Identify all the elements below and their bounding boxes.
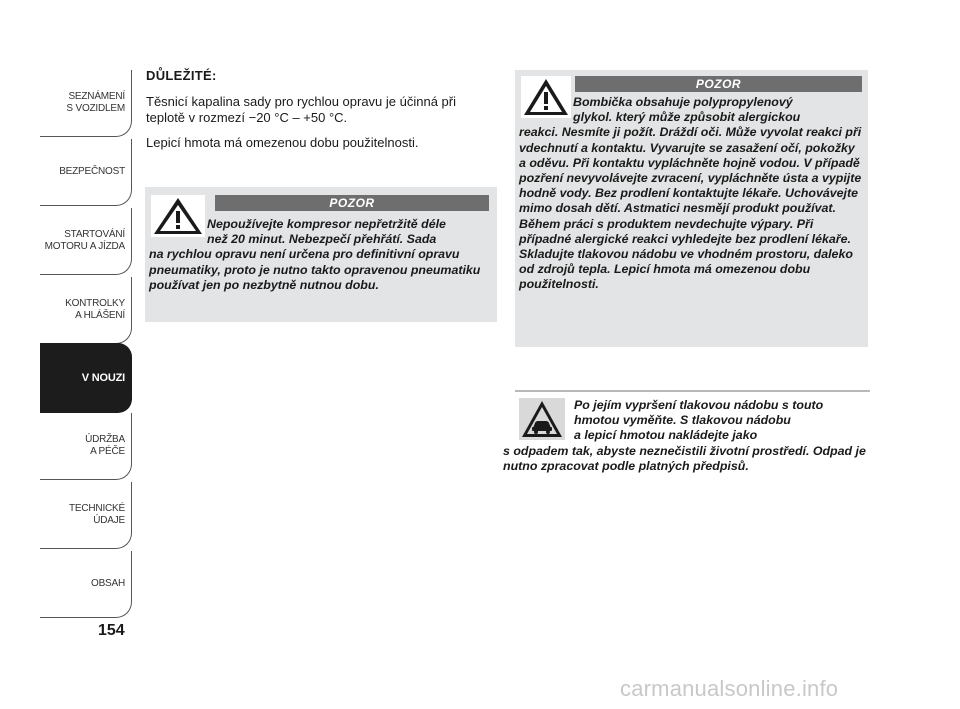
- tab-kontrolky[interactable]: [40, 277, 132, 344]
- tab-label: BEZPEČNOST: [59, 166, 125, 177]
- tab-label: OBSAH: [90, 578, 125, 589]
- tab-seznameni[interactable]: [40, 70, 132, 137]
- environment-car-icon: [519, 398, 565, 445]
- tab-label: V NOUZI: [81, 371, 125, 384]
- eco-rest: s odpadem tak, abyste neznečistili životní prostředí. Odpad je nutno zpracovat podle platných předpisů.: [503, 443, 866, 473]
- warning-text: [519, 95, 864, 293]
- warning-header: POZOR: [215, 195, 489, 211]
- warning-rest: na rychlou opravu není určena pro definitivní opravu pneumatiky, proto je nutno takto opravenou pneumatiku používat jen po nezbytně nutnou dobu.: [149, 247, 481, 292]
- warning-box-compressor: [145, 187, 497, 322]
- tab-obsah[interactable]: [40, 551, 132, 618]
- warning-line: glykol. který může způsobit alergickou: [573, 110, 801, 125]
- tab-label: TECHNICKÉ ÚDAJE: [69, 503, 125, 526]
- warning-rest: reakci. Nesmíte ji požít. Dráždí oči. Může vyvolat reakci při vdechnutí a kontaktu. Vyvarujte se zasažení očí, pokožky a oděvu. Při kontaktu vypláchněte hojně vodou. V případě pozření nevyvolávejte zvracení, vypláchněte ústa a vypijte hodně vody. Bez prodlení kontaktujte lékaře. Uchovávejte mimo dosah dětí. Astmatici nesmějí produkt používat. Během práci s produktem nevdechujte výpary. Při případné alergické reakci vyhledejte bez prodlení lékaře. Skladujte tlakovou nádobu ve vhodném prostoru, daleko od zdrojů tepla. Lepicí hmota má omezenou dobu použitelnosti.: [519, 125, 862, 292]
- eco-divider: [515, 390, 870, 392]
- tab-label: SEZNÁMENÍ S VOZIDLEM: [66, 91, 125, 114]
- tab-startovani[interactable]: [40, 208, 132, 275]
- tab-udrzba[interactable]: [40, 413, 132, 480]
- important-paragraph: Lepicí hmota má omezenou dobu použitelnosti.: [146, 135, 419, 150]
- warning-text: [149, 217, 493, 293]
- tab-technicke[interactable]: [40, 482, 132, 549]
- tab-label: STARTOVÁNÍ MOTORU A JÍZDA: [44, 229, 125, 252]
- eco-line: hmotou vyměňte. S tlakovou nádobu: [574, 413, 791, 428]
- eco-line: a lepicí hmotou nakládejte jako: [574, 428, 758, 443]
- tab-label: KONTROLKY A HLÁŠENÍ: [65, 298, 125, 321]
- eco-line: Po jejím vypršení tlakovou nádobu s touto: [574, 398, 824, 412]
- tab-bezpecnost[interactable]: [40, 139, 132, 206]
- warning-line: Bombička obsahuje polypropylenový: [573, 95, 793, 109]
- important-title: DŮLEŽITÉ:: [146, 68, 217, 83]
- warning-box-glycol: [515, 70, 868, 347]
- tab-v-nouzi[interactable]: [40, 343, 132, 413]
- page-number: 154: [98, 622, 125, 639]
- tab-label: ÚDRŽBA A PÉČE: [85, 434, 125, 457]
- warning-line: Nepoužívejte kompresor nepřetržitě déle: [207, 217, 446, 231]
- watermark: carmanualsonline.info: [620, 676, 839, 701]
- important-paragraph: Těsnicí kapalina sady pro rychlou opravu je účinná při teplotě v rozmezí −20 °C – +50 °C.: [146, 94, 457, 125]
- warning-header: POZOR: [575, 76, 862, 92]
- warning-line: než 20 minut. Nebezpečí přehřátí. Sada: [207, 232, 437, 247]
